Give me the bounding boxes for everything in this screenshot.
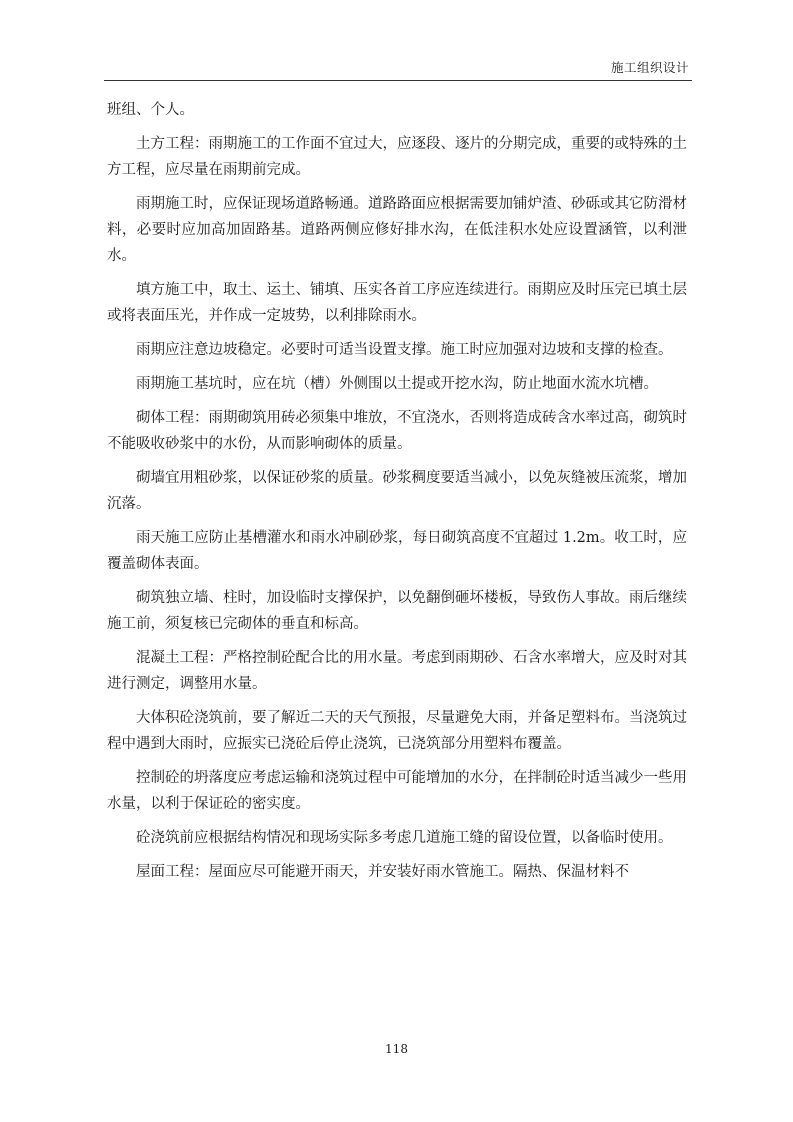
- paragraph-masonry: 砌体工程：雨期砌筑用砖必须集中堆放，不宜浇水，否则将造成砖含水率过高，砌筑时不能吸收砂浆中的水份，从而影响砌体的质量。: [107, 410, 687, 452]
- paragraph-walls-columns: 砌筑独立墙、柱时，加设临时支撑保护，以免翻倒砸坏楼板，导致伤人事故。雨后继续施工前，须复核已完砌体的垂直和标高。: [107, 590, 687, 632]
- paragraph-slope-stability: 雨期应注意边坡稳定。必要时可适当设置支撑。施工时应加强对边坡和支撑的检查。: [136, 342, 673, 358]
- paragraph-slump-control: 控制砼的坍落度应考虑运输和浇筑过程中可能增加的水分，在拌制砼时适当减少一些用水量，以利于保证砼的密实度。: [107, 770, 687, 812]
- page-number: 118: [385, 1042, 408, 1056]
- paragraph-rain-masonry: 雨天施工应防止基槽灌水和雨水冲刷砂浆，每日砌筑高度不宜超过 1.2m。收工时，应覆盖砌体表面。: [107, 530, 687, 572]
- document-body: [107, 97, 687, 885]
- paragraph-mortar: 砌墙宜用粗砂浆，以保证砂浆的质量。砂浆稠度要适当减小，以免灰缝被压流浆，增加沉落。: [107, 470, 687, 512]
- paragraph-filling: 填方施工中，取土、运土、铺填、压实各首工序应连续进行。雨期应及时压完已填土层或将表面压光，并作成一定坡势，以利排除雨水。: [107, 282, 687, 324]
- running-header-title: 施工组织设计: [610, 60, 689, 75]
- paragraph-roofing: 屋面工程：屋面应尽可能避开雨天，并安装好雨水管施工。隔热、保温材料不: [136, 864, 629, 880]
- paragraph-continuation: 班组、个人。: [107, 102, 194, 118]
- paragraph-concrete: 混凝土工程：严格控制砼配合比的用水量。考虑到雨期砂、石含水率增大，应及时对其进行测定，调整用水量。: [107, 650, 687, 692]
- paragraph-mass-concrete: 大体积砼浇筑前，要了解近二天的天气预报，尽量避免大雨，并备足塑料布。当浇筑过程中遇到大雨时，应振实已浇砼后停止浇筑，已浇筑部分用塑料布覆盖。: [107, 710, 687, 752]
- paragraph-site-roads: 雨期施工时，应保证现场道路畅通。道路路面应根据需要加铺炉渣、砂砾或其它防滑材料，必要时应加高加固路基。道路两侧应修好排水沟，在低洼积水处应设置涵管，以利泄水。: [107, 196, 687, 264]
- paragraph-foundation-pit: 雨期施工基坑时，应在坑（槽）外侧围以土提或开挖水沟，防止地面水流水坑槽。: [136, 376, 658, 392]
- header-divider: [104, 80, 692, 81]
- paragraph-earthwork: 土方工程：雨期施工的工作面不宜过大，应逐段、逐片的分期完成，重要的或特殊的土方工程，应尽量在雨期前完成。: [107, 136, 687, 178]
- paragraph-construction-joints: 砼浇筑前应根据结构情况和现场实际多考虑几道施工缝的留设位置，以备临时使用。: [136, 830, 673, 846]
